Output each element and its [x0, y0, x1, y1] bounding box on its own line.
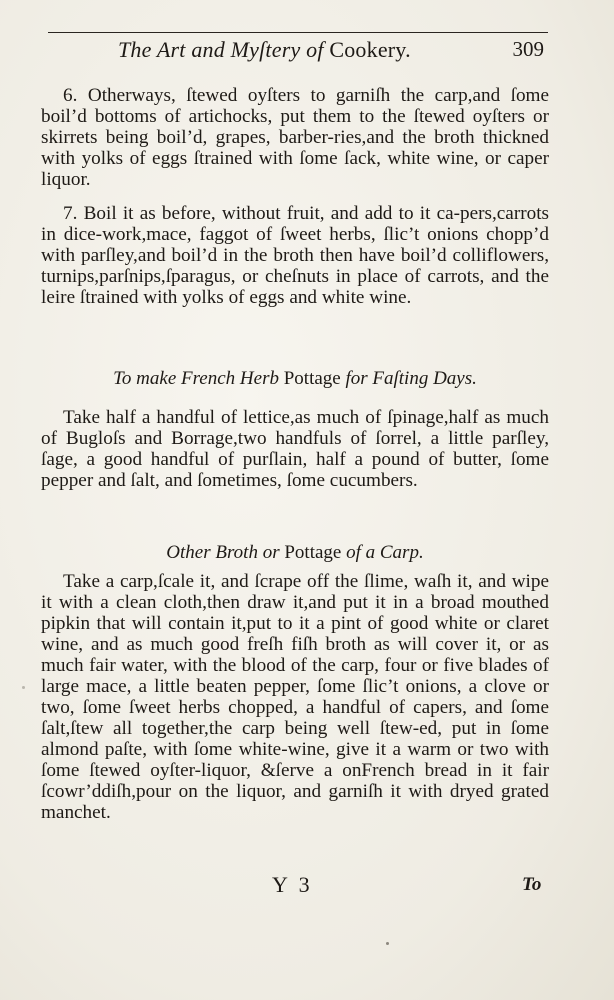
ink-speck: [386, 942, 389, 945]
paragraph-text: Take a carp,ſcale it, and ſcrape off the ſlime, waſh it, and wipe it with a clean cloth,then draw it,and put it in a broad mouthed pipkin that will contain it,put to it a pint of good white or claret wine, and as much good freſh fiſh broth as will cover it, or as much fair water, with the blood of the carp, four or five blades of large mace, a little beaten pepper, ſome ſlic’t onions, a clove or two, ſome ſweet herbs chopped, a handful of capers, and ſome ſalt,ſtew all together,the carp being well ſtew-ed, put in ſome almond paſte, with ſome white-wine, give it a warm or two with ſome ſtewed oyſter-liquor, &ſerve a onFrench bread in it fair ſcowr’ddiſh,pour on the liquor, and garniſh it with dryed grated manchet.: [41, 571, 549, 823]
paragraph-carp-otherways: [41, 85, 549, 190]
heading-roman: Pottage: [283, 368, 341, 389]
signature-mark: Y 3: [272, 872, 313, 897]
catchword: To: [522, 874, 542, 895]
heading-italic-a: To make French Herb: [113, 368, 279, 389]
heading-roman: Pottage: [284, 542, 342, 563]
recipe-heading-herb-pottage: [41, 368, 549, 390]
paragraph-text: 6. Otherways, ſtewed oyſters to garniſh the carp,and ſome boil’d bottoms of artichocks, put them to the ſtewed oyſters or skirrets being boil’d, grapes, barber-ries,and the broth thickned with yolks of eggs ſtrained with ſome ſack, white wine, or caper liquor.: [41, 85, 549, 190]
recipe-heading-carp-pottage: [41, 542, 549, 564]
running-title-italic: The Art and Myſtery of: [118, 37, 324, 62]
page-number: 309: [512, 37, 544, 61]
paragraph-carp-boil: [41, 203, 549, 308]
paragraph-text: Take half a handful of lettice,as much of ſpinage,half as much of Bugloſs and Borrage,two handfuls of ſorrel, a little parſley, ſage, a good handful of purſlain, half a pound of butter, ſome pepper and ſalt, and ſometimes, ſome cucumbers.: [41, 407, 549, 491]
heading-italic-b: for Faſting Days.: [345, 368, 477, 389]
running-title-roman: Cookery.: [329, 37, 411, 62]
running-header: [48, 32, 548, 73]
paragraph-text: 7. Boil it as before, without fruit, and add to it ca-pers,carrots in dice-work,mace, faggot of ſweet herbs, ſlic’t onions chopp’d with parſley,and boil’d in the broth then have boil’d colliflowers, turnips,parſnips,ſparagus, or cheſnuts in place of carrots, and the leire ſtrained with yolks of eggs and white wine.: [41, 203, 549, 308]
heading-italic-a: Other Broth or: [166, 542, 280, 563]
running-title: [118, 37, 411, 63]
ink-speck: [22, 686, 25, 689]
paragraph-carp-pottage: [41, 571, 549, 823]
paragraph-herb-pottage: [41, 407, 549, 491]
heading-italic-b: of a Carp.: [346, 542, 424, 563]
